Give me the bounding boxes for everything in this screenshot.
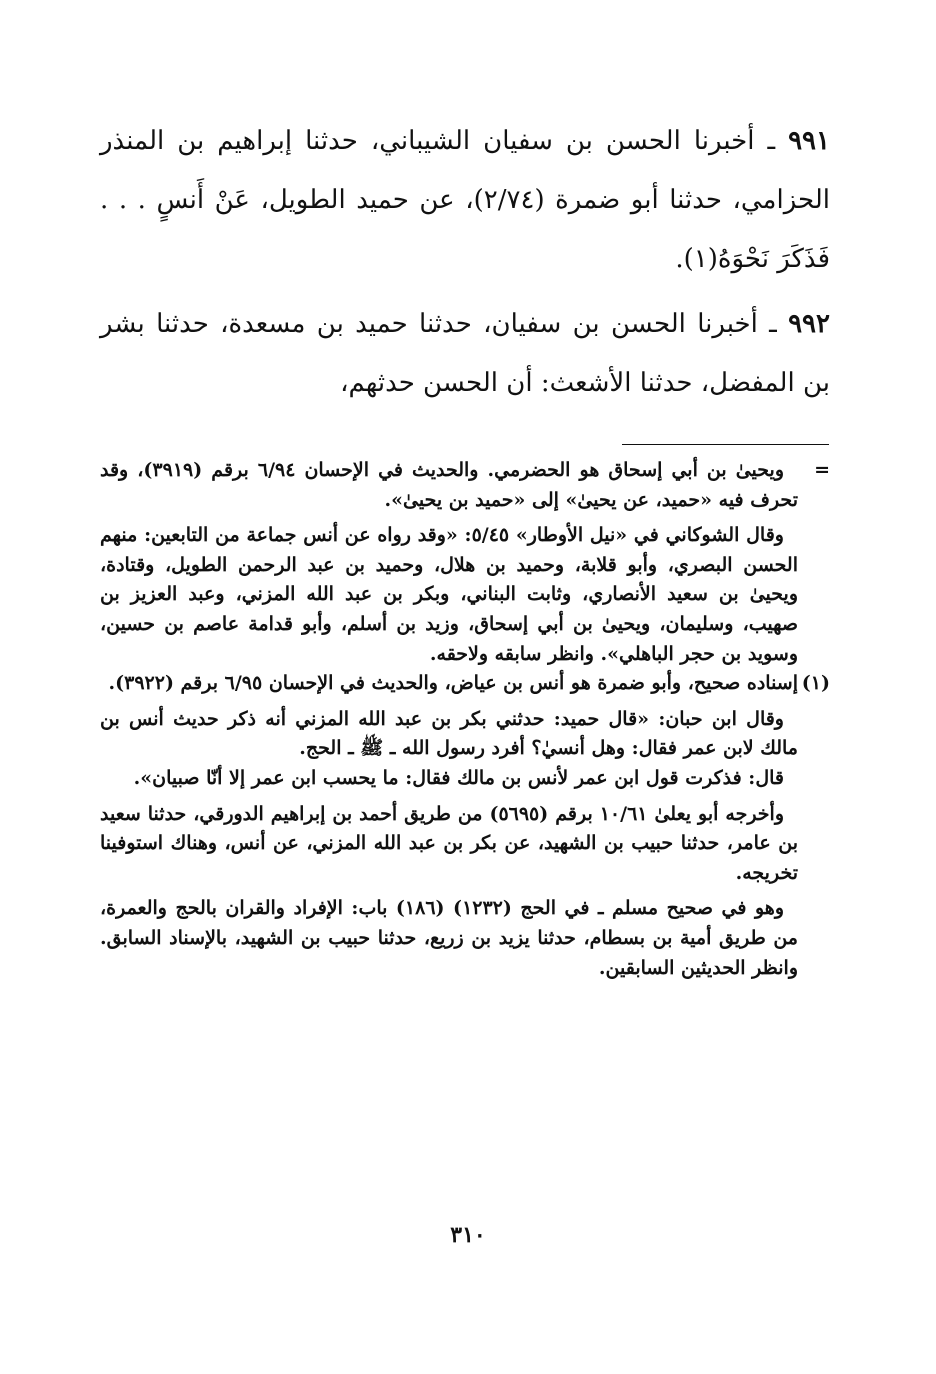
page-number: ٣١٠ [450,1222,486,1248]
footnote-marker: (١) [801,672,830,695]
footnote-paragraph: إسناده صحيح، وأبو ضمرة هو أنس بن عياض، والحديث في الإحسان ٦/٩٥ برقم (٣٩٢٢). [108,672,798,695]
footnote-1 [100,669,830,983]
hadith-number: ٩٩٢ [788,309,830,339]
footnote-paragraph: وهو في صحيح مسلم ـ في الحج (١٢٣٢) (١٨٦) باب: الإفراد والقران بالحج والعمرة، من طريق أمية بن بسطام، حدثنا يزيد بن زريع، حدثنا حبيب بن الشهيد، بالإسناد السابق. وانظر الحديثين السابقين. [100,897,798,979]
footnote-separator [622,444,829,445]
main-text [100,112,830,419]
hadith-text: ـ أخبرنا الحسن بن سفيان الشيباني، حدثنا إبراهيم بن المنذر الحزامي، حدثنا أبو ضمرة (٢/٧٤)، عن حميد الطويل، عَنْ أَنسٍ . . . فَذَكَرَ نَحْوَهُ(١). [100,126,830,274]
footnote-paragraph: وقال الشوكاني في «نيل الأوطار» ٥/٤٥: «وقد رواه عن أنس جماعة من التابعين: منهم الحسن البصري، وأبو قلابة، وحميد بن هلال، وحميد بن عبد الرحمن الطويل، وقتادة، ويحيىٰ بن سعيد الأنصاري، وثابت البناني، وبكر بن عبد الله المزني، وعبد العزيز بن صهيب، وسليمان، ويحيىٰ بن أبي إسحاق، وزيد بن أسلم، وأبو قدامة عاصم بن حسين، وسويد بن حجر الباهلي». وانظر سابقه ولاحقه. [100,524,798,665]
footnote-paragraph: وأخرجه أبو يعلىٰ ١٠/٦١ برقم (٥٦٩٥) من طريق أحمد بن إبراهيم الدورقي، حدثنا سعيد بن عامر، حدثنا حبيب بن الشهيد، عن بكر بن عبد الله المزني، عن أنس، وهناك استوفينا تخريجه. [100,802,798,884]
hadith-991 [100,112,830,289]
hadith-text: ـ أخبرنا الحسن بن سفيان، حدثنا حميد بن مسعدة، حدثنا بشر بن المفضل، حدثنا الأشعث: أن الحسن حدثهم، [100,309,830,398]
continuation-mark: = [814,459,830,481]
footnote-paragraph: قال: فذكرت قول ابن عمر لأنس بن مالك فقال: ما يحسب ابن عمر إلا أنّا صبيان». [133,766,784,789]
footnotes [100,456,830,983]
footnote-continuation [100,456,830,669]
hadith-number: ٩٩١ [788,126,830,156]
footnote-paragraph: ويحيىٰ بن أبي إسحاق هو الحضرمي. والحديث في الإحسان ٦/٩٤ برقم (٣٩١٩)، وقد تحرف فيه «حميد، عن يحيىٰ» إلى «حميد بن يحيىٰ». [100,459,798,511]
hadith-992 [100,295,830,413]
footnote-paragraph: وقال ابن حبان: «قال حميد: حدثني بكر بن عبد الله المزني أنه ذكر حديث أنس بن مالك لابن عمر فقال: وهل أنسيٰ؟ أفرد رسول الله ـ ﷺ ـ الحج. [100,707,798,760]
